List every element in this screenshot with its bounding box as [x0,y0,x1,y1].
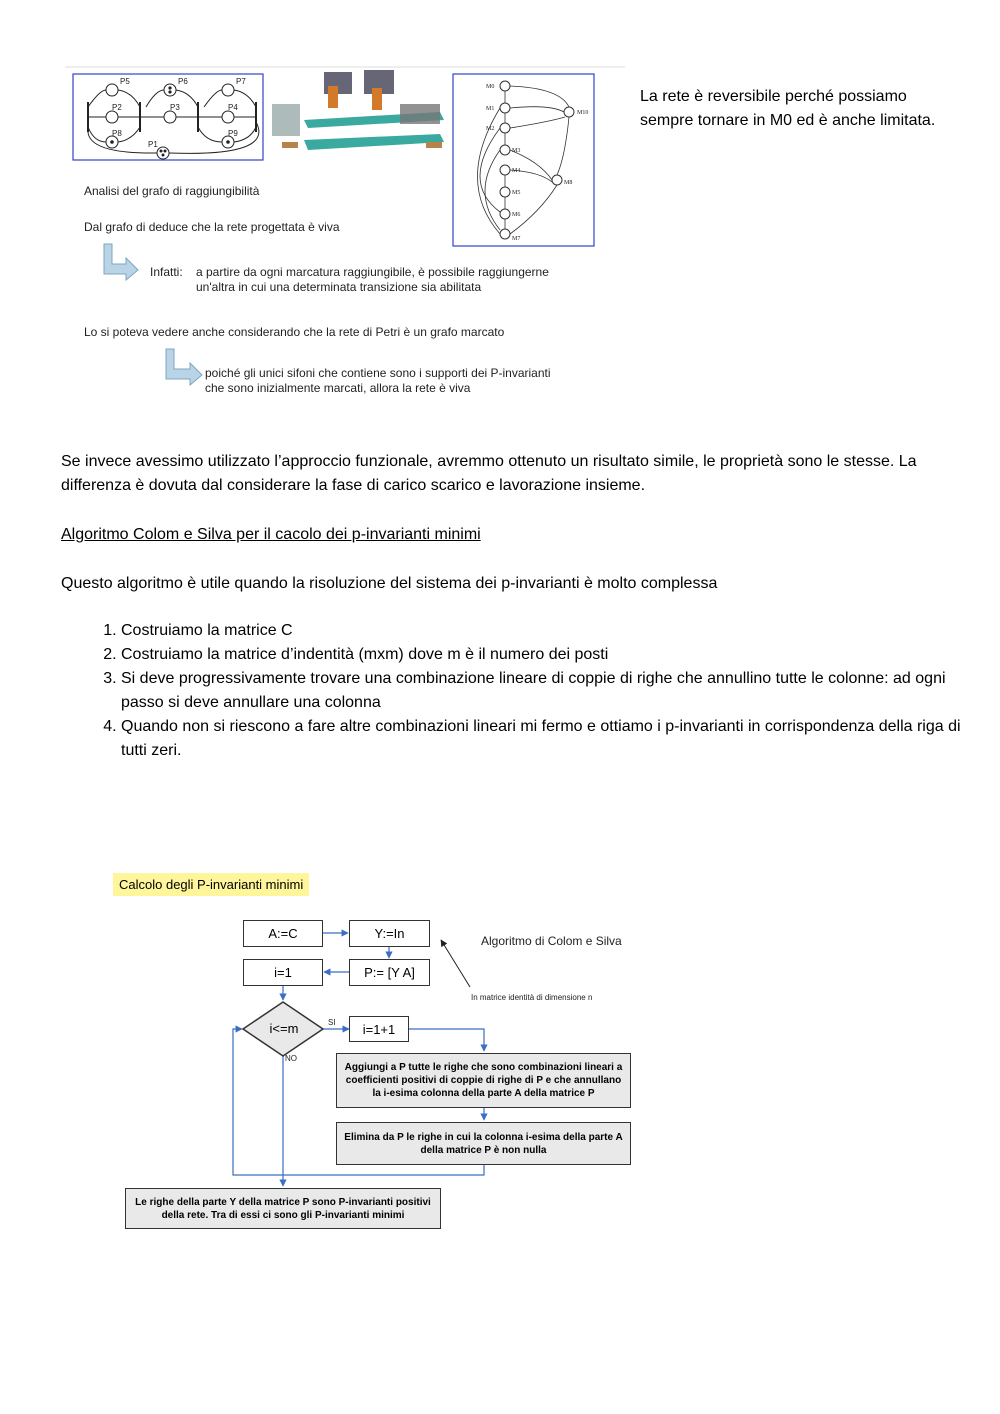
svg-text:M5: M5 [512,190,521,196]
svg-text:P4: P4 [228,103,238,112]
step-item: 1. Costruiamo la matrice C [121,619,981,643]
svg-text:M10: M10 [577,110,589,116]
svg-text:M0: M0 [486,84,495,90]
svg-text:P1: P1 [148,140,158,149]
no-label: NO [285,1054,297,1063]
yes-label: SI [328,1018,336,1027]
box-add-rows: Aggiungi a P tutte le righe che sono combinazioni lineari a coefficienti positivi di coppie di righe di P e che annullano la i-esima colonna della parte A della matrice P [336,1053,631,1108]
decision-label: i<=m [269,1021,299,1036]
svg-text:P5: P5 [120,77,130,86]
box-p-equals-ya: P:= [Y A] [349,959,430,986]
analysis-title: Analisi del grafo di raggiungibilità [84,184,260,198]
svg-text:M7: M7 [512,236,521,242]
svg-text:P9: P9 [228,129,238,138]
step-item: 3. Si deve progressivamente trovare una combinazione lineare di coppie di righe che annullino tutte le colonne: ad ogni passo si deve annullare una colonna [121,667,981,715]
box-remove-rows: Elimina da P le righe in cui la colonna i-esima della parte A della matrice P è non nulla [336,1122,631,1165]
analysis-line-2: Lo si poteva vedere anche considerando che la rete di Petri è un grafo marcato [84,325,505,339]
paragraph-algorithm-usage: Questo algoritmo è utile quando la risoluzione del sistema dei p-invarianti è molto complessa [61,575,718,592]
svg-text:M2: M2 [486,126,495,132]
poiche-text-1: poiché gli unici sifoni che contiene sono i supporti dei P-invarianti [205,366,551,380]
infatti-text-2: un'altra in cui una determinata transizione sia abilitata [196,280,482,294]
svg-text:P6: P6 [178,77,188,86]
step-item: 4. Quando non si riescono a fare altre combinazioni lineari mi fermo e ottiamo i p-invarianti in corrispondenza della riga di tutti zeri. [121,715,981,763]
svg-text:M8: M8 [564,180,573,186]
box-result: Le righe della parte Y della matrice P sono P-invarianti positivi della rete. Tra di essi ci sono gli P-invarianti minimi [125,1188,441,1229]
step-item: 2. Costruiamo la matrice d’indentità (mxm) dove m è il numero dei posti [121,643,981,667]
box-y-equals-in: Y:=In [349,920,430,947]
svg-text:P3: P3 [170,103,180,112]
poiche-text-2: che sono inizialmente marcati, allora la rete è viva [205,381,471,395]
paragraph-functional-approach: Se invece avessimo utilizzato l’approccio funzionale, avremmo ottenuto un risultato simile, le proprietà sono le stesse. La differenza è dovuta dal considerare la fase di carico scarico e lavorazione insieme. [61,453,917,494]
svg-text:M1: M1 [486,106,495,112]
infatti-text-1: a partire da ogni marcatura raggiungibile, è possibile raggiungerne [196,265,549,279]
svg-text:P2: P2 [112,103,122,112]
svg-text:M3: M3 [512,148,521,154]
section-heading: Algoritmo Colom e Silva per il cacolo dei p-invarianti minimi [61,526,481,543]
reversibility-note: La rete è reversibile perché possiamo sempre tornare in M0 ed è anche limitata. [640,88,936,129]
svg-text:P8: P8 [112,129,122,138]
flowchart-title: Calcolo degli P-invarianti minimi [113,873,309,896]
svg-text:M6: M6 [512,212,521,218]
box-a-equals-c: A:=C [243,920,323,947]
box-increment-i: i=1+1 [349,1016,409,1042]
infatti-label: Infatti: [150,265,183,279]
svg-text:M4: M4 [512,168,521,174]
identity-note: In matrice identità di dimensione n [471,993,593,1002]
svg-text:P7: P7 [236,77,246,86]
box-i-equals-1: i=1 [243,959,323,986]
algorithm-label: Algoritmo di Colom e Silva [481,934,622,948]
analysis-line-1: Dal grafo di deduce che la rete progettata è viva [84,220,340,234]
